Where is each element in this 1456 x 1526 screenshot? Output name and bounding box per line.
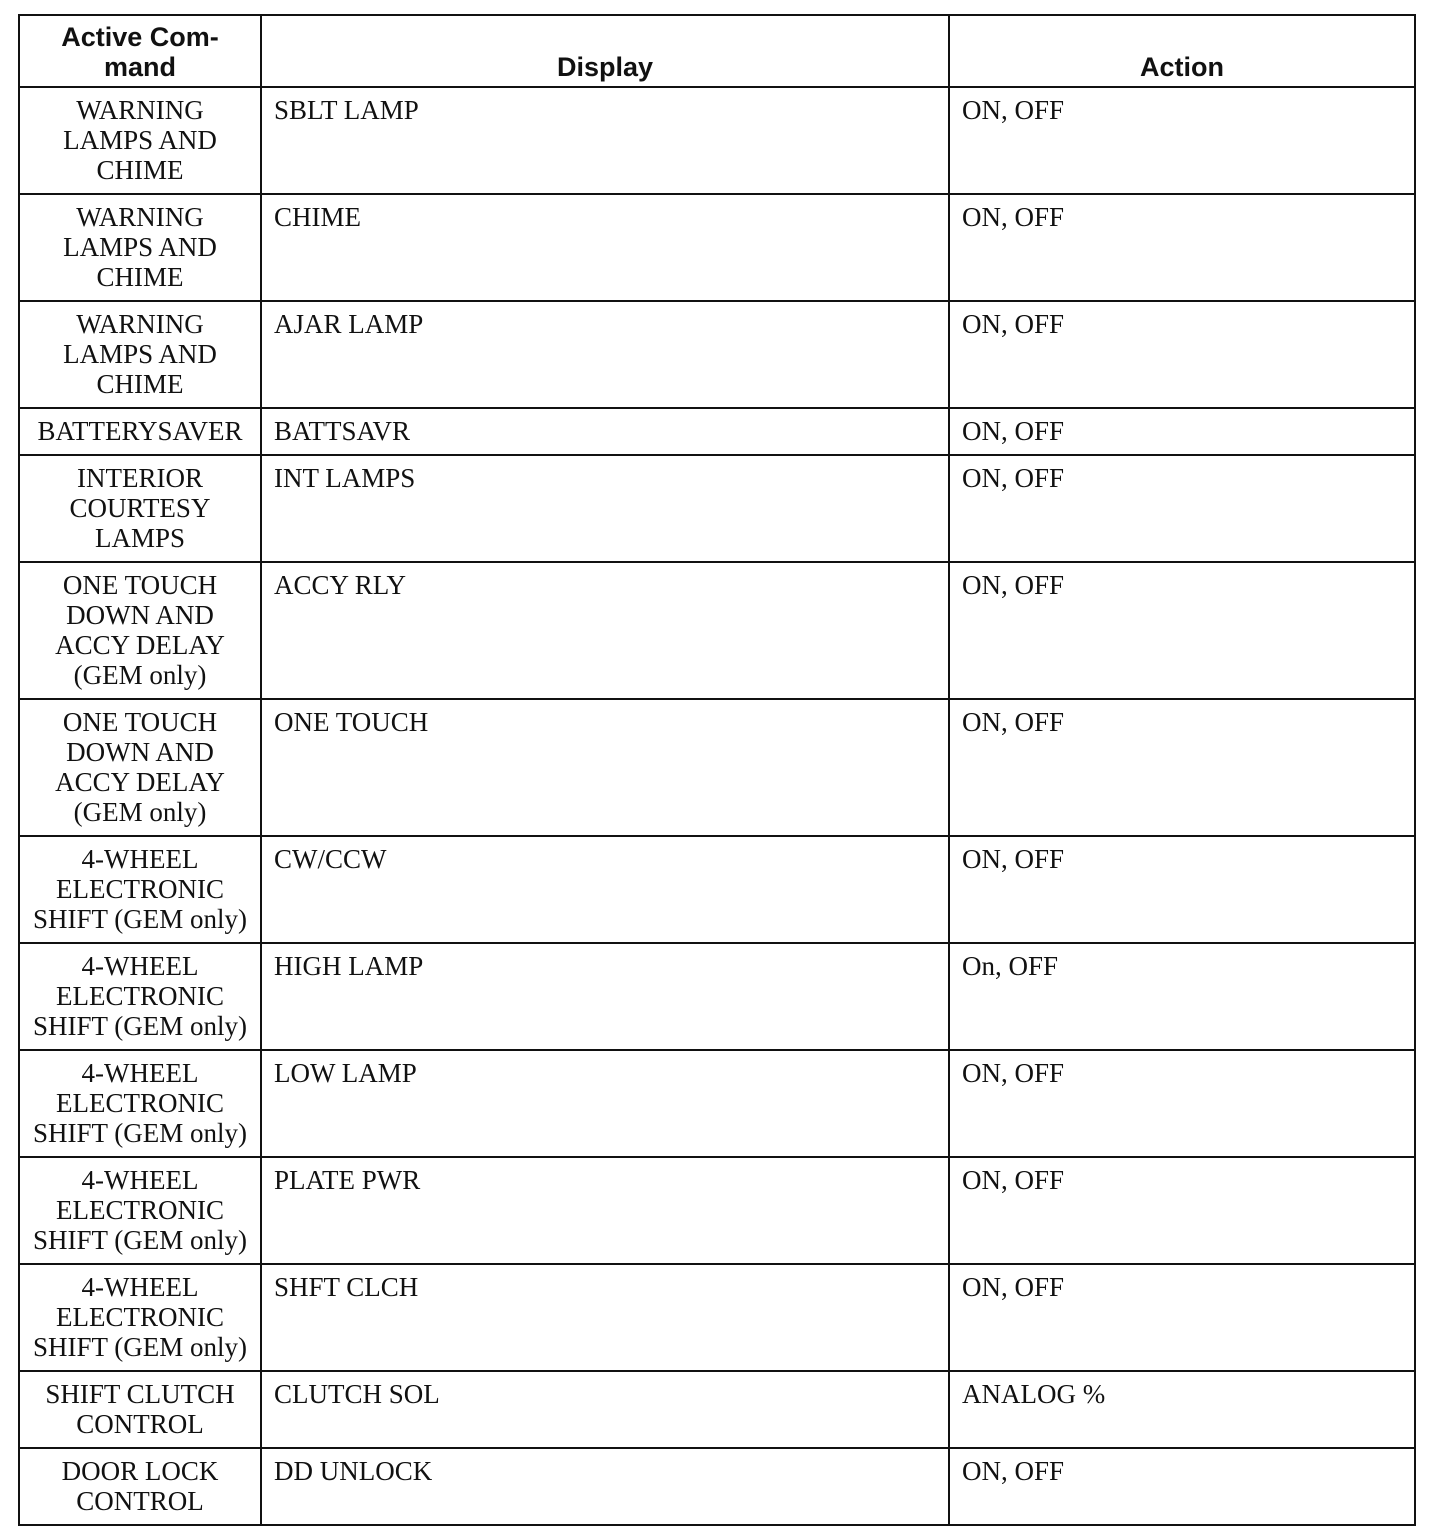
table-row: [19, 943, 1415, 1050]
table-row: [19, 408, 1415, 455]
table-row: [19, 1157, 1415, 1264]
cell-command: 4-WHEEL ELECTRONIC SHIFT (GEM only): [19, 1050, 261, 1157]
cell-command: WARNING LAMPS AND CHIME: [19, 194, 261, 301]
cell-display: CW/CCW: [261, 836, 949, 943]
cell-command: ONE TOUCH DOWN AND ACCY DELAY (GEM only): [19, 699, 261, 836]
active-command-table-container: [18, 14, 1414, 1526]
table-row: [19, 1264, 1415, 1371]
cell-action: ON, OFF: [949, 1264, 1415, 1371]
table-row: [19, 455, 1415, 562]
cell-display: ONE TOUCH: [261, 699, 949, 836]
active-command-table: [18, 14, 1416, 1526]
table-row: [19, 836, 1415, 943]
cell-action: ON, OFF: [949, 408, 1415, 455]
cell-command: 4-WHEEL ELECTRONIC SHIFT (GEM only): [19, 836, 261, 943]
table-row: [19, 562, 1415, 699]
cell-command: DOOR LOCK CONTROL: [19, 1448, 261, 1525]
cell-command: 4-WHEEL ELECTRONIC SHIFT (GEM only): [19, 1264, 261, 1371]
cell-display: INT LAMPS: [261, 455, 949, 562]
cell-display: CHIME: [261, 194, 949, 301]
table-row: [19, 301, 1415, 408]
cell-display: HIGH LAMP: [261, 943, 949, 1050]
cell-action: ON, OFF: [949, 194, 1415, 301]
cell-action: ON, OFF: [949, 301, 1415, 408]
cell-action: ON, OFF: [949, 1157, 1415, 1264]
cell-display: AJAR LAMP: [261, 301, 949, 408]
table-row: [19, 194, 1415, 301]
table-header-row: [19, 15, 1415, 87]
cell-display: CLUTCH SOL: [261, 1371, 949, 1448]
table-row: [19, 87, 1415, 194]
table-row: [19, 1050, 1415, 1157]
cell-action: On, OFF: [949, 943, 1415, 1050]
cell-action: ON, OFF: [949, 699, 1415, 836]
cell-display: SBLT LAMP: [261, 87, 949, 194]
cell-action: ON, OFF: [949, 87, 1415, 194]
cell-action: ON, OFF: [949, 1448, 1415, 1525]
cell-display: ACCY RLY: [261, 562, 949, 699]
table-row: [19, 1371, 1415, 1448]
header-display: Display: [261, 15, 949, 87]
cell-action: ON, OFF: [949, 1050, 1415, 1157]
cell-command: ONE TOUCH DOWN AND ACCY DELAY (GEM only): [19, 562, 261, 699]
cell-action: ON, OFF: [949, 455, 1415, 562]
cell-display: SHFT CLCH: [261, 1264, 949, 1371]
cell-display: DD UNLOCK: [261, 1448, 949, 1525]
header-active-command: Active Com- mand: [19, 15, 261, 87]
cell-command: INTERIOR COURTESY LAMPS: [19, 455, 261, 562]
cell-action: ANALOG %: [949, 1371, 1415, 1448]
cell-command: WARNING LAMPS AND CHIME: [19, 301, 261, 408]
cell-display: BATTSAVR: [261, 408, 949, 455]
table-row: [19, 699, 1415, 836]
cell-command: 4-WHEEL ELECTRONIC SHIFT (GEM only): [19, 943, 261, 1050]
table-row: [19, 1448, 1415, 1525]
cell-action: ON, OFF: [949, 562, 1415, 699]
header-action: Action: [949, 15, 1415, 87]
cell-command: SHIFT CLUTCH CONTROL: [19, 1371, 261, 1448]
cell-display: PLATE PWR: [261, 1157, 949, 1264]
cell-command: 4-WHEEL ELECTRONIC SHIFT (GEM only): [19, 1157, 261, 1264]
cell-command: WARNING LAMPS AND CHIME: [19, 87, 261, 194]
cell-command: BATTERYSAVER: [19, 408, 261, 455]
cell-action: ON, OFF: [949, 836, 1415, 943]
cell-display: LOW LAMP: [261, 1050, 949, 1157]
